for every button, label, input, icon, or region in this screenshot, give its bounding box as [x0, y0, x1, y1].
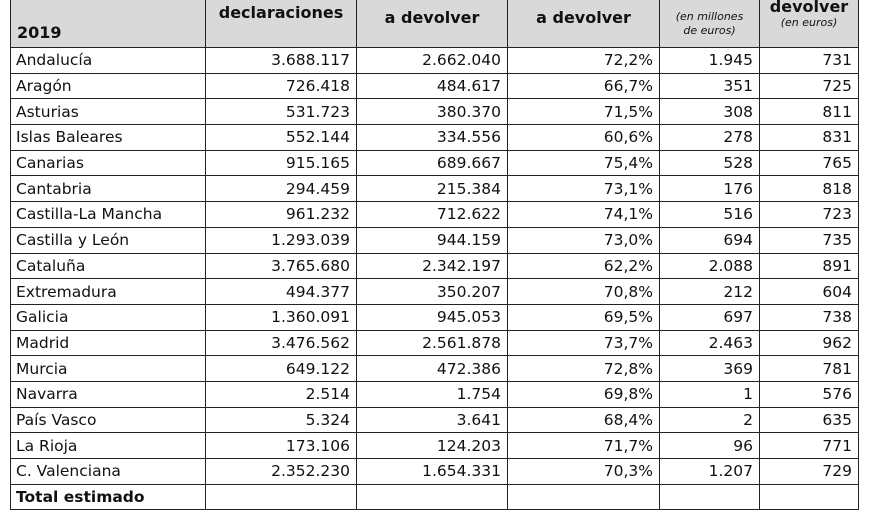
cell-porcentaje: 71,7% [508, 433, 660, 459]
table-row [11, 202, 859, 228]
cell-porcentaje: 62,2% [508, 253, 660, 279]
cell-media-euros: 735 [760, 227, 859, 253]
cell-region: País Vasco [11, 407, 206, 433]
cell-porcentaje: 70,3% [508, 459, 660, 485]
cell-declaraciones: 3.765.680 [206, 253, 357, 279]
cell-porcentaje: 66,7% [508, 73, 660, 99]
cell-region: Navarra [11, 381, 206, 407]
table-row [11, 73, 859, 99]
cell-a-devolver: 712.622 [357, 202, 508, 228]
cell-millones: 1.945 [660, 48, 760, 74]
table-header [11, 0, 859, 48]
cell-porcentaje: 75,4% [508, 150, 660, 176]
cell-declaraciones: 961.232 [206, 202, 357, 228]
table-row [11, 125, 859, 151]
cell-declaraciones: 531.723 [206, 99, 357, 125]
cell-region: Galicia [11, 304, 206, 330]
cell-declaraciones: 726.418 [206, 73, 357, 99]
cell-porcentaje: 72,2% [508, 48, 660, 74]
cell-a-devolver: 1.654.331 [357, 459, 508, 485]
cell-porcentaje: 73,1% [508, 176, 660, 202]
cell-millones: 1.207 [660, 459, 760, 485]
cell-declaraciones: 649.122 [206, 356, 357, 382]
cell-declaraciones: 173.106 [206, 433, 357, 459]
header-media-sub: (en euros) [780, 15, 838, 29]
cell-region: Murcia [11, 356, 206, 382]
cell-media-euros: 576 [760, 381, 859, 407]
cell-porcentaje: 69,8% [508, 381, 660, 407]
cell-region: Madrid [11, 330, 206, 356]
cell-media-euros: 729 [760, 459, 859, 485]
cell-a-devolver: 215.384 [357, 176, 508, 202]
cell-porcentaje: 71,5% [508, 99, 660, 125]
cell-a-devolver: 380.370 [357, 99, 508, 125]
table-row [11, 279, 859, 305]
table-row-total [11, 484, 859, 510]
cell-porcentaje: 60,6% [508, 125, 660, 151]
cell-total-label: Total estimado [11, 484, 206, 510]
cell-a-devolver: 334.556 [357, 125, 508, 151]
table-row [11, 407, 859, 433]
cell-millones: 516 [660, 202, 760, 228]
table-row [11, 330, 859, 356]
cell-millones: 351 [660, 73, 760, 99]
cell-millones: 2.463 [660, 330, 760, 356]
cell-porcentaje: 69,5% [508, 304, 660, 330]
cell-a-devolver: 2.662.040 [357, 48, 508, 74]
cell-a-devolver: 350.207 [357, 279, 508, 305]
cell-declaraciones: 494.377 [206, 279, 357, 305]
table-row [11, 227, 859, 253]
cell-declaraciones: 1.360.091 [206, 304, 357, 330]
header-porcentaje-a-devolver [508, 0, 660, 48]
header-declaraciones-label: declaraciones [218, 2, 344, 22]
cell-declaraciones: 5.324 [206, 407, 357, 433]
cell-media-euros: 731 [760, 48, 859, 74]
cell-porcentaje: 72,8% [508, 356, 660, 382]
cell-millones: 528 [660, 150, 760, 176]
cell-region: Castilla y León [11, 227, 206, 253]
cell-region: C. Valenciana [11, 459, 206, 485]
cell-a-devolver: 3.641 [357, 407, 508, 433]
cell-a-devolver: 944.159 [357, 227, 508, 253]
cell-region: Asturias [11, 99, 206, 125]
cell-porcentaje: 73,0% [508, 227, 660, 253]
cell-millones: 212 [660, 279, 760, 305]
cell-region: Extremadura [11, 279, 206, 305]
cell-media-euros: 723 [760, 202, 859, 228]
cell-millones: 694 [660, 227, 760, 253]
cell-media-euros: 771 [760, 433, 859, 459]
header-declaraciones [206, 0, 357, 48]
cell-media-euros: 831 [760, 125, 859, 151]
cell-total-empty [206, 484, 357, 510]
cell-a-devolver: 1.754 [357, 381, 508, 407]
cell-a-devolver: 689.667 [357, 150, 508, 176]
header-a-devolver-label: a devolver [384, 7, 480, 27]
header-media-devolver [760, 0, 859, 48]
cell-total-empty [660, 484, 760, 510]
header-porcentaje-label: a devolver [536, 7, 631, 27]
table-row [11, 356, 859, 382]
cell-millones: 369 [660, 356, 760, 382]
cell-declaraciones: 3.476.562 [206, 330, 357, 356]
header-media-label: devolver [769, 0, 849, 16]
cell-region: La Rioja [11, 433, 206, 459]
cell-millones: 1 [660, 381, 760, 407]
cell-total-empty [508, 484, 660, 510]
cell-region: Islas Baleares [11, 125, 206, 151]
cell-millones: 96 [660, 433, 760, 459]
cell-region: Cataluña [11, 253, 206, 279]
cell-media-euros: 725 [760, 73, 859, 99]
cell-porcentaje: 70,8% [508, 279, 660, 305]
header-millones-sub-1: (en millones [675, 9, 744, 23]
cell-media-euros: 765 [760, 150, 859, 176]
table-row [11, 48, 859, 74]
cell-millones: 697 [660, 304, 760, 330]
cell-media-euros: 818 [760, 176, 859, 202]
cell-total-empty [357, 484, 508, 510]
cell-declaraciones: 2.514 [206, 381, 357, 407]
table-row [11, 433, 859, 459]
table-row [11, 304, 859, 330]
cell-media-euros: 781 [760, 356, 859, 382]
table-row [11, 253, 859, 279]
cell-region: Aragón [11, 73, 206, 99]
cell-a-devolver: 945.053 [357, 304, 508, 330]
cell-a-devolver: 124.203 [357, 433, 508, 459]
table-row [11, 381, 859, 407]
cell-declaraciones: 3.688.117 [206, 48, 357, 74]
cell-declaraciones: 1.293.039 [206, 227, 357, 253]
cell-region: Castilla-La Mancha [11, 202, 206, 228]
cell-total-empty [760, 484, 859, 510]
table-row [11, 99, 859, 125]
cell-region: Cantabria [11, 176, 206, 202]
cell-a-devolver: 472.386 [357, 356, 508, 382]
cell-region: Andalucía [11, 48, 206, 74]
cell-media-euros: 962 [760, 330, 859, 356]
header-year: 2019 [11, 0, 206, 48]
table-row [11, 176, 859, 202]
header-millones-sub-2: de euros) [683, 23, 736, 37]
cell-a-devolver: 484.617 [357, 73, 508, 99]
cell-media-euros: 604 [760, 279, 859, 305]
cell-declaraciones: 915.165 [206, 150, 357, 176]
cell-declaraciones: 2.352.230 [206, 459, 357, 485]
cell-millones: 176 [660, 176, 760, 202]
table-body [11, 48, 859, 510]
cell-media-euros: 891 [760, 253, 859, 279]
cell-porcentaje: 73,7% [508, 330, 660, 356]
cell-region: Canarias [11, 150, 206, 176]
cell-millones: 278 [660, 125, 760, 151]
cell-media-euros: 738 [760, 304, 859, 330]
cell-declaraciones: 294.459 [206, 176, 357, 202]
cell-millones: 2 [660, 407, 760, 433]
cell-media-euros: 811 [760, 99, 859, 125]
table-row [11, 150, 859, 176]
cell-a-devolver: 2.342.197 [357, 253, 508, 279]
header-millones [660, 0, 760, 48]
cell-millones: 308 [660, 99, 760, 125]
cell-porcentaje: 68,4% [508, 407, 660, 433]
cell-a-devolver: 2.561.878 [357, 330, 508, 356]
table-row [11, 459, 859, 485]
cell-porcentaje: 74,1% [508, 202, 660, 228]
irpf-table [10, 0, 859, 510]
cell-declaraciones: 552.144 [206, 125, 357, 151]
cell-media-euros: 635 [760, 407, 859, 433]
cell-millones: 2.088 [660, 253, 760, 279]
header-a-devolver [357, 0, 508, 48]
